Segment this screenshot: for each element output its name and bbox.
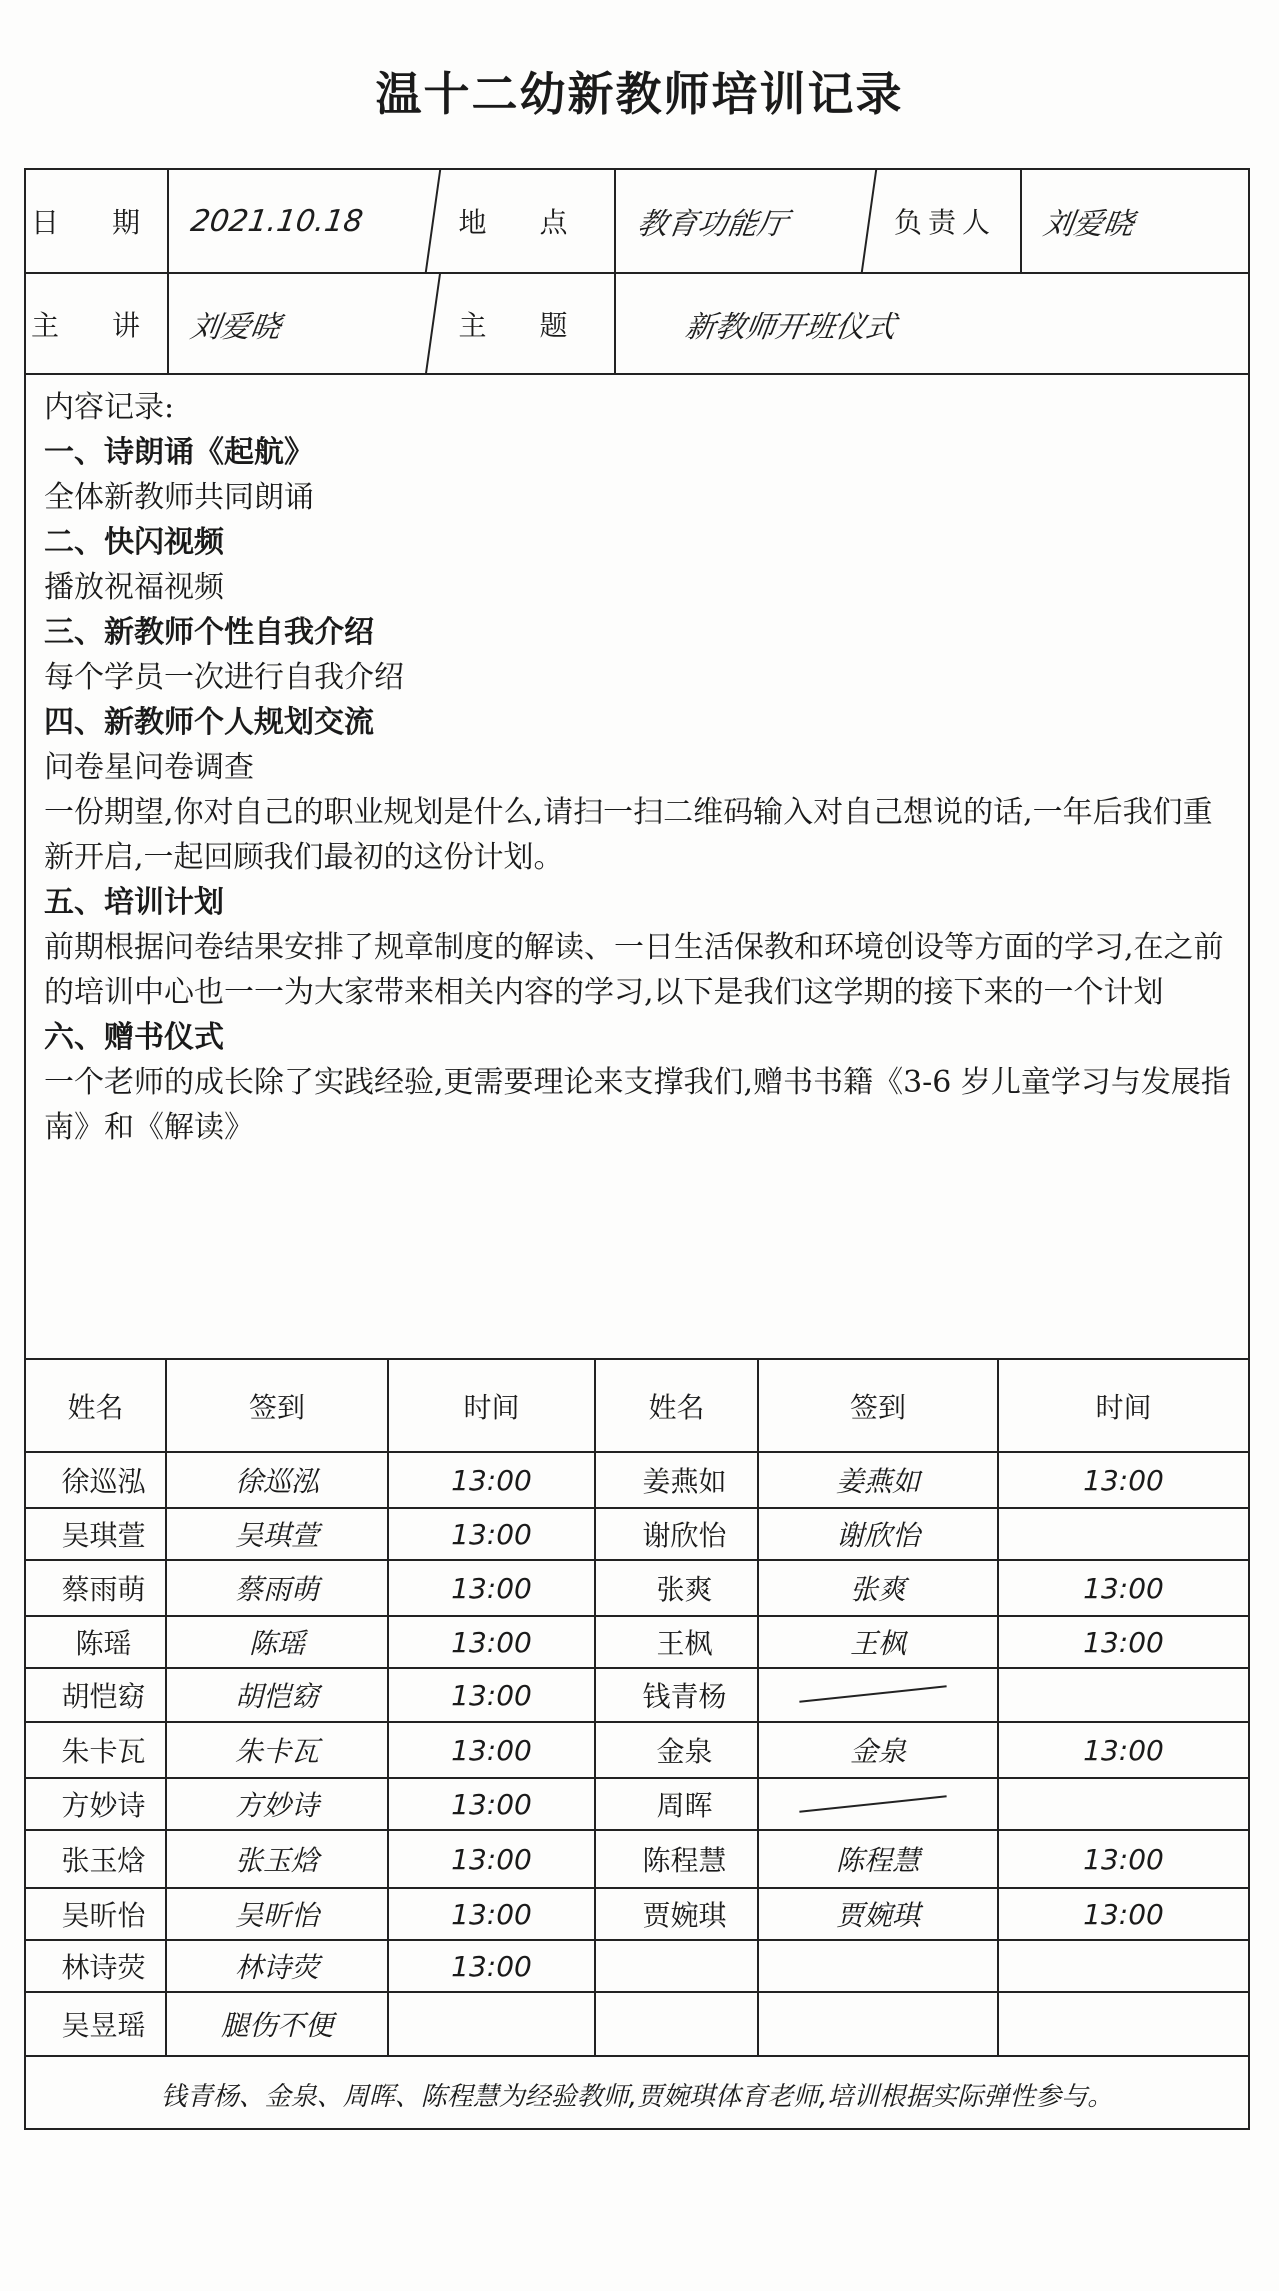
- training-record-form: [24, 168, 1250, 2130]
- header-row-1: [26, 170, 1248, 274]
- sign-time: 13:00: [388, 1452, 595, 1508]
- signature: [758, 1668, 998, 1722]
- page-title: 温十二幼新教师培训记录: [375, 67, 904, 121]
- signature: 吴昕怡: [166, 1888, 388, 1940]
- attendee-name: 胡恺窈: [26, 1668, 166, 1722]
- content-section-heading: 一、诗朗诵《起航》: [44, 435, 314, 470]
- sign-time: 13:00: [388, 1830, 595, 1888]
- attendee-name: 陈瑶: [26, 1616, 166, 1668]
- signature: 方妙诗: [166, 1778, 388, 1830]
- attendee-name: 陈程慧: [595, 1830, 758, 1888]
- attendee-name: 周晖: [595, 1778, 758, 1830]
- sign-time: 13:00: [388, 1722, 595, 1778]
- signature: 林诗荧: [166, 1940, 388, 1992]
- signature: 胡恺窈: [166, 1668, 388, 1722]
- signature: 蔡雨萌: [166, 1560, 388, 1616]
- sign-time: 13:00: [998, 1616, 1248, 1668]
- table-row: [26, 1616, 1248, 1668]
- date-label: 日 期: [26, 170, 169, 272]
- sign-time: 13:00: [998, 1560, 1248, 1616]
- content-section-heading: 六、赠书仪式: [44, 1020, 224, 1055]
- table-row: [26, 1940, 1248, 1992]
- signature: 谢欣怡: [758, 1508, 998, 1560]
- signature: 腿伤不便: [166, 1992, 388, 2056]
- content-text: 每个学员一次进行自我介绍: [44, 660, 404, 695]
- attendee-name: 张玉焓: [26, 1830, 166, 1888]
- content-section-heading: 四、新教师个人规划交流: [44, 705, 374, 740]
- table-row: [26, 1992, 1248, 2056]
- col-header-time-2: 时间: [998, 1360, 1248, 1452]
- col-header-sign-1: 签到: [166, 1360, 388, 1452]
- table-row: [26, 1508, 1248, 1560]
- signature: 吴琪萱: [166, 1508, 388, 1560]
- attendee-name: 吴昕怡: [26, 1888, 166, 1940]
- owner-value: 刘爱晓: [1041, 207, 1136, 242]
- sign-time: [998, 1940, 1248, 1992]
- col-header-name-2: 姓名: [595, 1360, 758, 1452]
- signin-header-row: [26, 1360, 1248, 1452]
- attendee-name: 吴琪萱: [26, 1508, 166, 1560]
- content-section-heading: 二、快闪视频: [44, 525, 224, 560]
- content-text: 一份期望,你对自己的职业规划是什么,请扫一扫二维码输入对自己想说的话,一年后我们重新开启,一起回顾我们最初的这份计划。: [44, 795, 1213, 875]
- signature: 陈程慧: [758, 1830, 998, 1888]
- signature: 朱卡瓦: [166, 1722, 388, 1778]
- place-value: 教育功能厅: [609, 170, 877, 272]
- content-text: 全体新教师共同朗诵: [44, 480, 314, 515]
- content-label: 内容记录:: [44, 390, 175, 425]
- sign-time: 13:00: [388, 1668, 595, 1722]
- col-header-time-1: 时间: [388, 1360, 595, 1452]
- table-row: [26, 1722, 1248, 1778]
- sign-time: 13:00: [388, 1560, 595, 1616]
- sign-time: [998, 1992, 1248, 2056]
- sign-time: 13:00: [998, 1452, 1248, 1508]
- attendee-name: 姜燕如: [595, 1452, 758, 1508]
- signature: [758, 1940, 998, 1992]
- absent-strike-mark: [799, 1795, 946, 1812]
- col-header-sign-2: 签到: [758, 1360, 998, 1452]
- content-text: 播放祝福视频: [44, 570, 224, 605]
- signature: [758, 1992, 998, 2056]
- content-text: 前期根据问卷结果安排了规章制度的解读、一日生活保教和环境创设等方面的学习,在之前的培训中心也一一为大家带来相关内容的学习,以下是我们这学期的接下来的一个计划: [44, 930, 1224, 1010]
- table-row: [26, 1830, 1248, 1888]
- attendee-name: 方妙诗: [26, 1778, 166, 1830]
- sign-time: [998, 1778, 1248, 1830]
- attendee-name: 张爽: [595, 1560, 758, 1616]
- attendee-name: 谢欣怡: [595, 1508, 758, 1560]
- content-text: 一个老师的成长除了实践经验,更需要理论来支撑我们,赠书书籍《3-6 岁儿童学习与发展指南》和《解读》: [44, 1065, 1231, 1145]
- topic-value: 新教师开班仪式: [683, 309, 898, 345]
- sign-time: 13:00: [388, 1616, 595, 1668]
- speaker-value: 刘爱晓: [162, 274, 441, 373]
- attendee-name: 蔡雨萌: [26, 1560, 166, 1616]
- absent-strike-mark: [799, 1685, 946, 1702]
- content-section-heading: 三、新教师个性自我介绍: [44, 615, 374, 650]
- content-text: 问卷星问卷调查: [44, 750, 254, 785]
- sign-time: 13:00: [998, 1722, 1248, 1778]
- attendee-name: 吴昱瑶: [26, 1992, 166, 2056]
- sign-time: [388, 1992, 595, 2056]
- signature: 陈瑶: [166, 1616, 388, 1668]
- table-row: [26, 1668, 1248, 1722]
- signature: [758, 1778, 998, 1830]
- sign-time: 13:00: [998, 1830, 1248, 1888]
- header-row-2: [26, 274, 1248, 375]
- attendee-name: 钱青杨: [595, 1668, 758, 1722]
- signature: 贾婉琪: [758, 1888, 998, 1940]
- sign-time: 13:00: [998, 1888, 1248, 1940]
- signin-table: [26, 1360, 1248, 2057]
- sign-time: 13:00: [388, 1888, 595, 1940]
- attendee-name: 林诗荧: [26, 1940, 166, 1992]
- content-record: [26, 375, 1248, 1360]
- sign-time: 13:00: [388, 1508, 595, 1560]
- sign-time: 13:00: [388, 1940, 595, 1992]
- speaker-label: 主 讲: [26, 274, 169, 373]
- attendee-name: [595, 1940, 758, 1992]
- content-lines: [44, 430, 1234, 1150]
- signin-body: [26, 1452, 1248, 2056]
- col-header-name-1: 姓名: [26, 1360, 166, 1452]
- owner-label: 负责人: [870, 170, 1022, 272]
- date-value: 2021.10.18: [162, 170, 441, 272]
- attendee-name: [595, 1992, 758, 2056]
- attendee-name: 朱卡瓦: [26, 1722, 166, 1778]
- content-section-heading: 五、培训计划: [44, 885, 224, 920]
- signature: 姜燕如: [758, 1452, 998, 1508]
- topic-label: 主 题: [434, 274, 616, 373]
- table-row: [26, 1778, 1248, 1830]
- attendee-name: 贾婉琪: [595, 1888, 758, 1940]
- table-row: [26, 1888, 1248, 1940]
- signature: 张爽: [758, 1560, 998, 1616]
- attendee-name: 金泉: [595, 1722, 758, 1778]
- sign-time: [998, 1668, 1248, 1722]
- sign-time: [998, 1508, 1248, 1560]
- attendee-name: 王枫: [595, 1616, 758, 1668]
- signature: 张玉焓: [166, 1830, 388, 1888]
- signature: 金泉: [758, 1722, 998, 1778]
- footer-note: 钱青杨、金泉、周晖、陈程慧为经验教师,贾婉琪体育老师,培训根据实际弹性参与。: [160, 2081, 1114, 2112]
- signature: 徐巡泓: [166, 1452, 388, 1508]
- signature: 王枫: [758, 1616, 998, 1668]
- place-label: 地 点: [434, 170, 616, 272]
- table-row: [26, 1452, 1248, 1508]
- sign-time: 13:00: [388, 1778, 595, 1830]
- table-row: [26, 1560, 1248, 1616]
- attendee-name: 徐巡泓: [26, 1452, 166, 1508]
